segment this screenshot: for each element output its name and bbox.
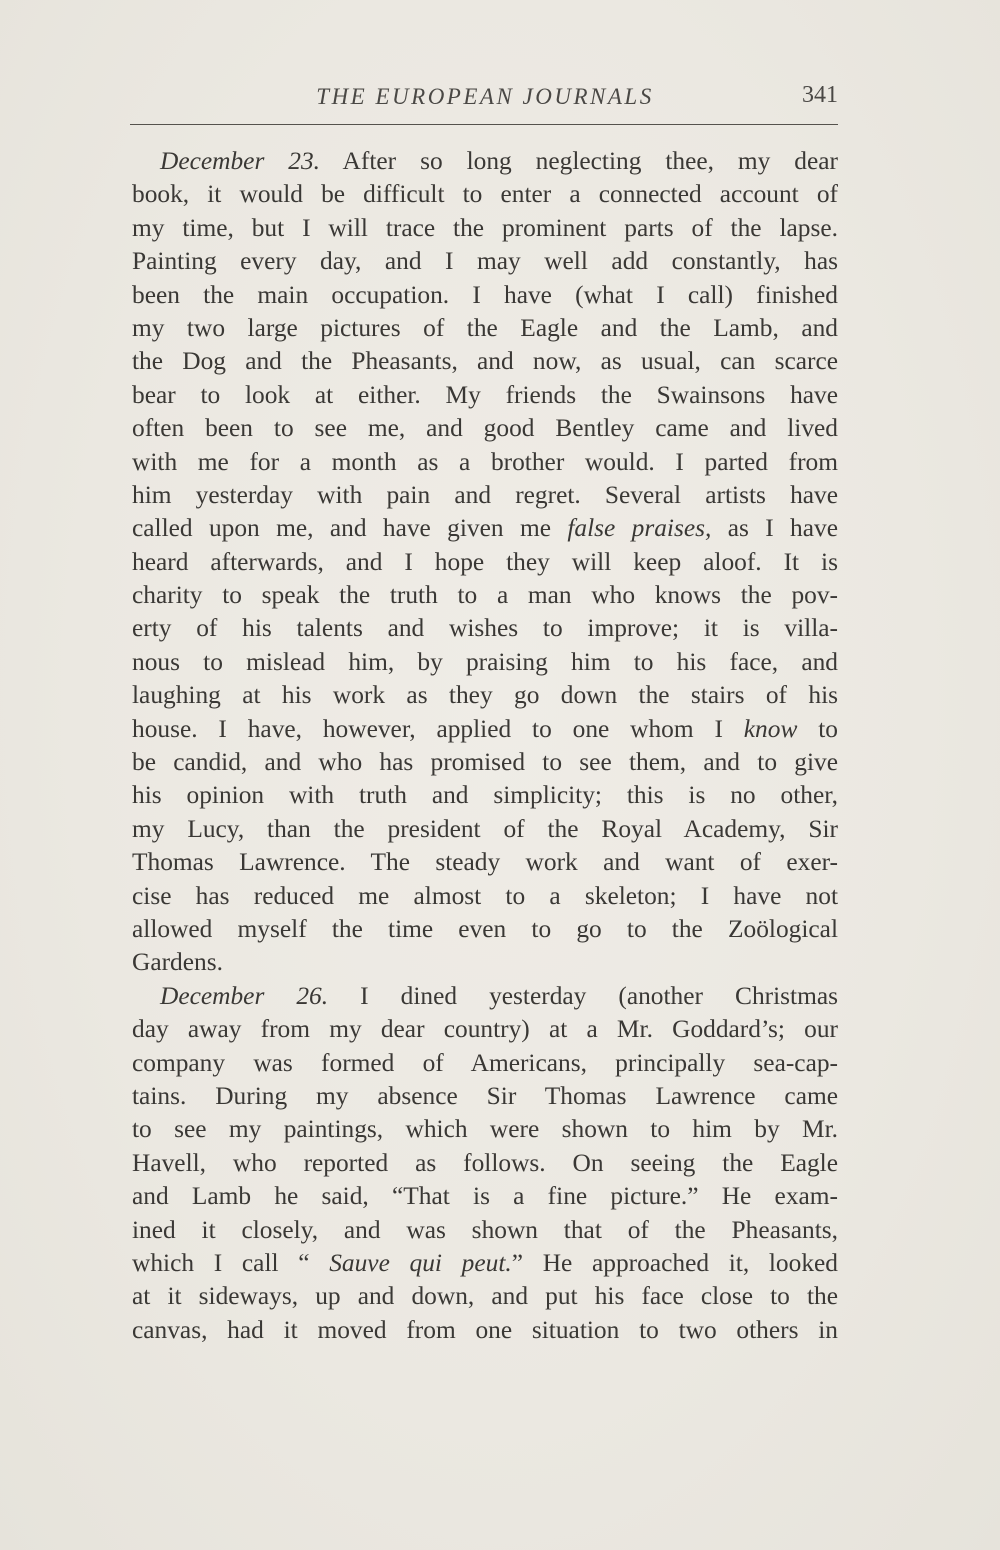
italic-segment: know [743, 714, 798, 743]
text-segment: house. I have, however, applied to one whom I [132, 714, 744, 743]
text-line [132, 145, 838, 178]
text-segment: as I have [711, 514, 838, 543]
text-line [132, 245, 838, 278]
text-segment: cise has reduced me almost to a skeleton; I have not [132, 881, 838, 910]
text-segment: Gardens. [132, 948, 223, 977]
running-title: THE EUROPEAN JOURNALS [316, 84, 654, 109]
text-segment: and Lamb he said, “That is a fine picture.” He exam- [132, 1182, 838, 1211]
text-line [132, 1247, 838, 1280]
text-segment: be candid, and who has promised to see them, and to give [132, 748, 838, 777]
text-line [132, 1214, 838, 1247]
text-line [132, 446, 838, 479]
text-line [132, 1113, 838, 1146]
text-line [132, 279, 838, 312]
text-segment: to [797, 714, 838, 743]
text-line [132, 579, 838, 612]
text-segment: at it sideways, up and down, and put his face close to the [132, 1282, 838, 1311]
text-line [132, 1147, 838, 1180]
text-line [132, 546, 838, 579]
journal-text [132, 145, 838, 1347]
text-segment: Painting every day, and I may well add constantly, has [132, 247, 838, 276]
running-head [132, 78, 838, 118]
text-line [132, 746, 838, 779]
text-segment: nous to mislead him, by praising him to his face, and [132, 647, 838, 676]
text-segment: his opinion with truth and simplicity; this is no other, [132, 781, 838, 810]
text-segment: bear to look at either. My friends the Swainsons have [132, 380, 838, 409]
text-segment: with me for a month as a brother would. I parted from [132, 447, 838, 476]
text-segment: I dined yesterday (another Christmas [328, 981, 838, 1010]
page-number: 341 [802, 82, 838, 108]
text-segment: to see my paintings, which were shown to him by Mr. [132, 1115, 838, 1144]
text-line [132, 1013, 838, 1046]
text-line [132, 1180, 838, 1213]
text-segment: called upon me, and have given me [132, 514, 568, 543]
text-line [132, 1280, 838, 1313]
text-line [132, 846, 838, 879]
text-line [132, 813, 838, 846]
text-line [132, 646, 838, 679]
text-segment: book, it would be difficult to enter a connected account of [132, 180, 838, 209]
text-line [132, 946, 838, 979]
text-line [132, 345, 838, 378]
text-segment: laughing at his work as they go down the stairs of his [132, 681, 838, 710]
text-line [132, 1080, 838, 1113]
text-segment: Havell, who reported as follows. On seeing the Eagle [132, 1148, 838, 1177]
text-segment: company was formed of Americans, principally sea-cap- [132, 1048, 838, 1077]
text-segment: been the main occupation. I have (what I call) finished [132, 280, 838, 309]
text-segment: ined it closely, and was shown that of the Pheasants, [132, 1215, 838, 1244]
text-line [132, 679, 838, 712]
text-line [132, 212, 838, 245]
text-segment: ” He approached it, looked [511, 1248, 838, 1277]
italic-segment: December 26. [160, 981, 329, 1010]
text-segment: charity to speak the truth to a man who knows the pov- [132, 581, 838, 610]
text-segment: allowed myself the time even to go to the Zoölogical [132, 914, 838, 943]
text-line [132, 980, 838, 1013]
text-line [132, 880, 838, 913]
text-line [132, 479, 838, 512]
text-line [132, 312, 838, 345]
text-segment: erty of his talents and wishes to improve; it is villa- [132, 614, 838, 643]
text-line [132, 913, 838, 946]
text-line [132, 779, 838, 812]
text-line [132, 1314, 838, 1347]
text-line [132, 713, 838, 746]
text-segment: Thomas Lawrence. The steady work and want of exer- [132, 848, 838, 877]
text-line [132, 512, 838, 545]
text-segment: day away from my dear country) at a Mr. Goddard’s; our [132, 1015, 838, 1044]
text-segment: my time, but I will trace the prominent parts of the lapse. [132, 213, 838, 242]
header-rule [130, 124, 838, 125]
italic-segment: December 23. [160, 147, 321, 175]
text-segment: heard afterwards, and I hope they will keep aloof. It is [132, 547, 838, 576]
text-line [132, 612, 838, 645]
text-line [132, 379, 838, 412]
text-segment: which I call “ [132, 1248, 330, 1277]
italic-segment: false praises, [567, 514, 712, 543]
text-segment: my two large pictures of the Eagle and the Lamb, and [132, 313, 838, 342]
text-segment: tains. During my absence Sir Thomas Lawrence came [132, 1081, 838, 1110]
italic-segment: Sauve qui peut. [329, 1248, 512, 1277]
text-segment: After so long neglecting thee, my dear [320, 147, 839, 175]
text-segment: him yesterday with pain and regret. Several artists have [132, 480, 838, 509]
text-line [132, 412, 838, 445]
text-segment: my Lucy, than the president of the Royal Academy, Sir [132, 814, 838, 843]
text-segment: canvas, had it moved from one situation to two others in [132, 1315, 838, 1344]
text-line [132, 1047, 838, 1080]
text-segment: often been to see me, and good Bentley came and lived [132, 414, 838, 443]
text-line [132, 178, 838, 211]
text-segment: the Dog and the Pheasants, and now, as usual, can scarce [132, 347, 838, 376]
